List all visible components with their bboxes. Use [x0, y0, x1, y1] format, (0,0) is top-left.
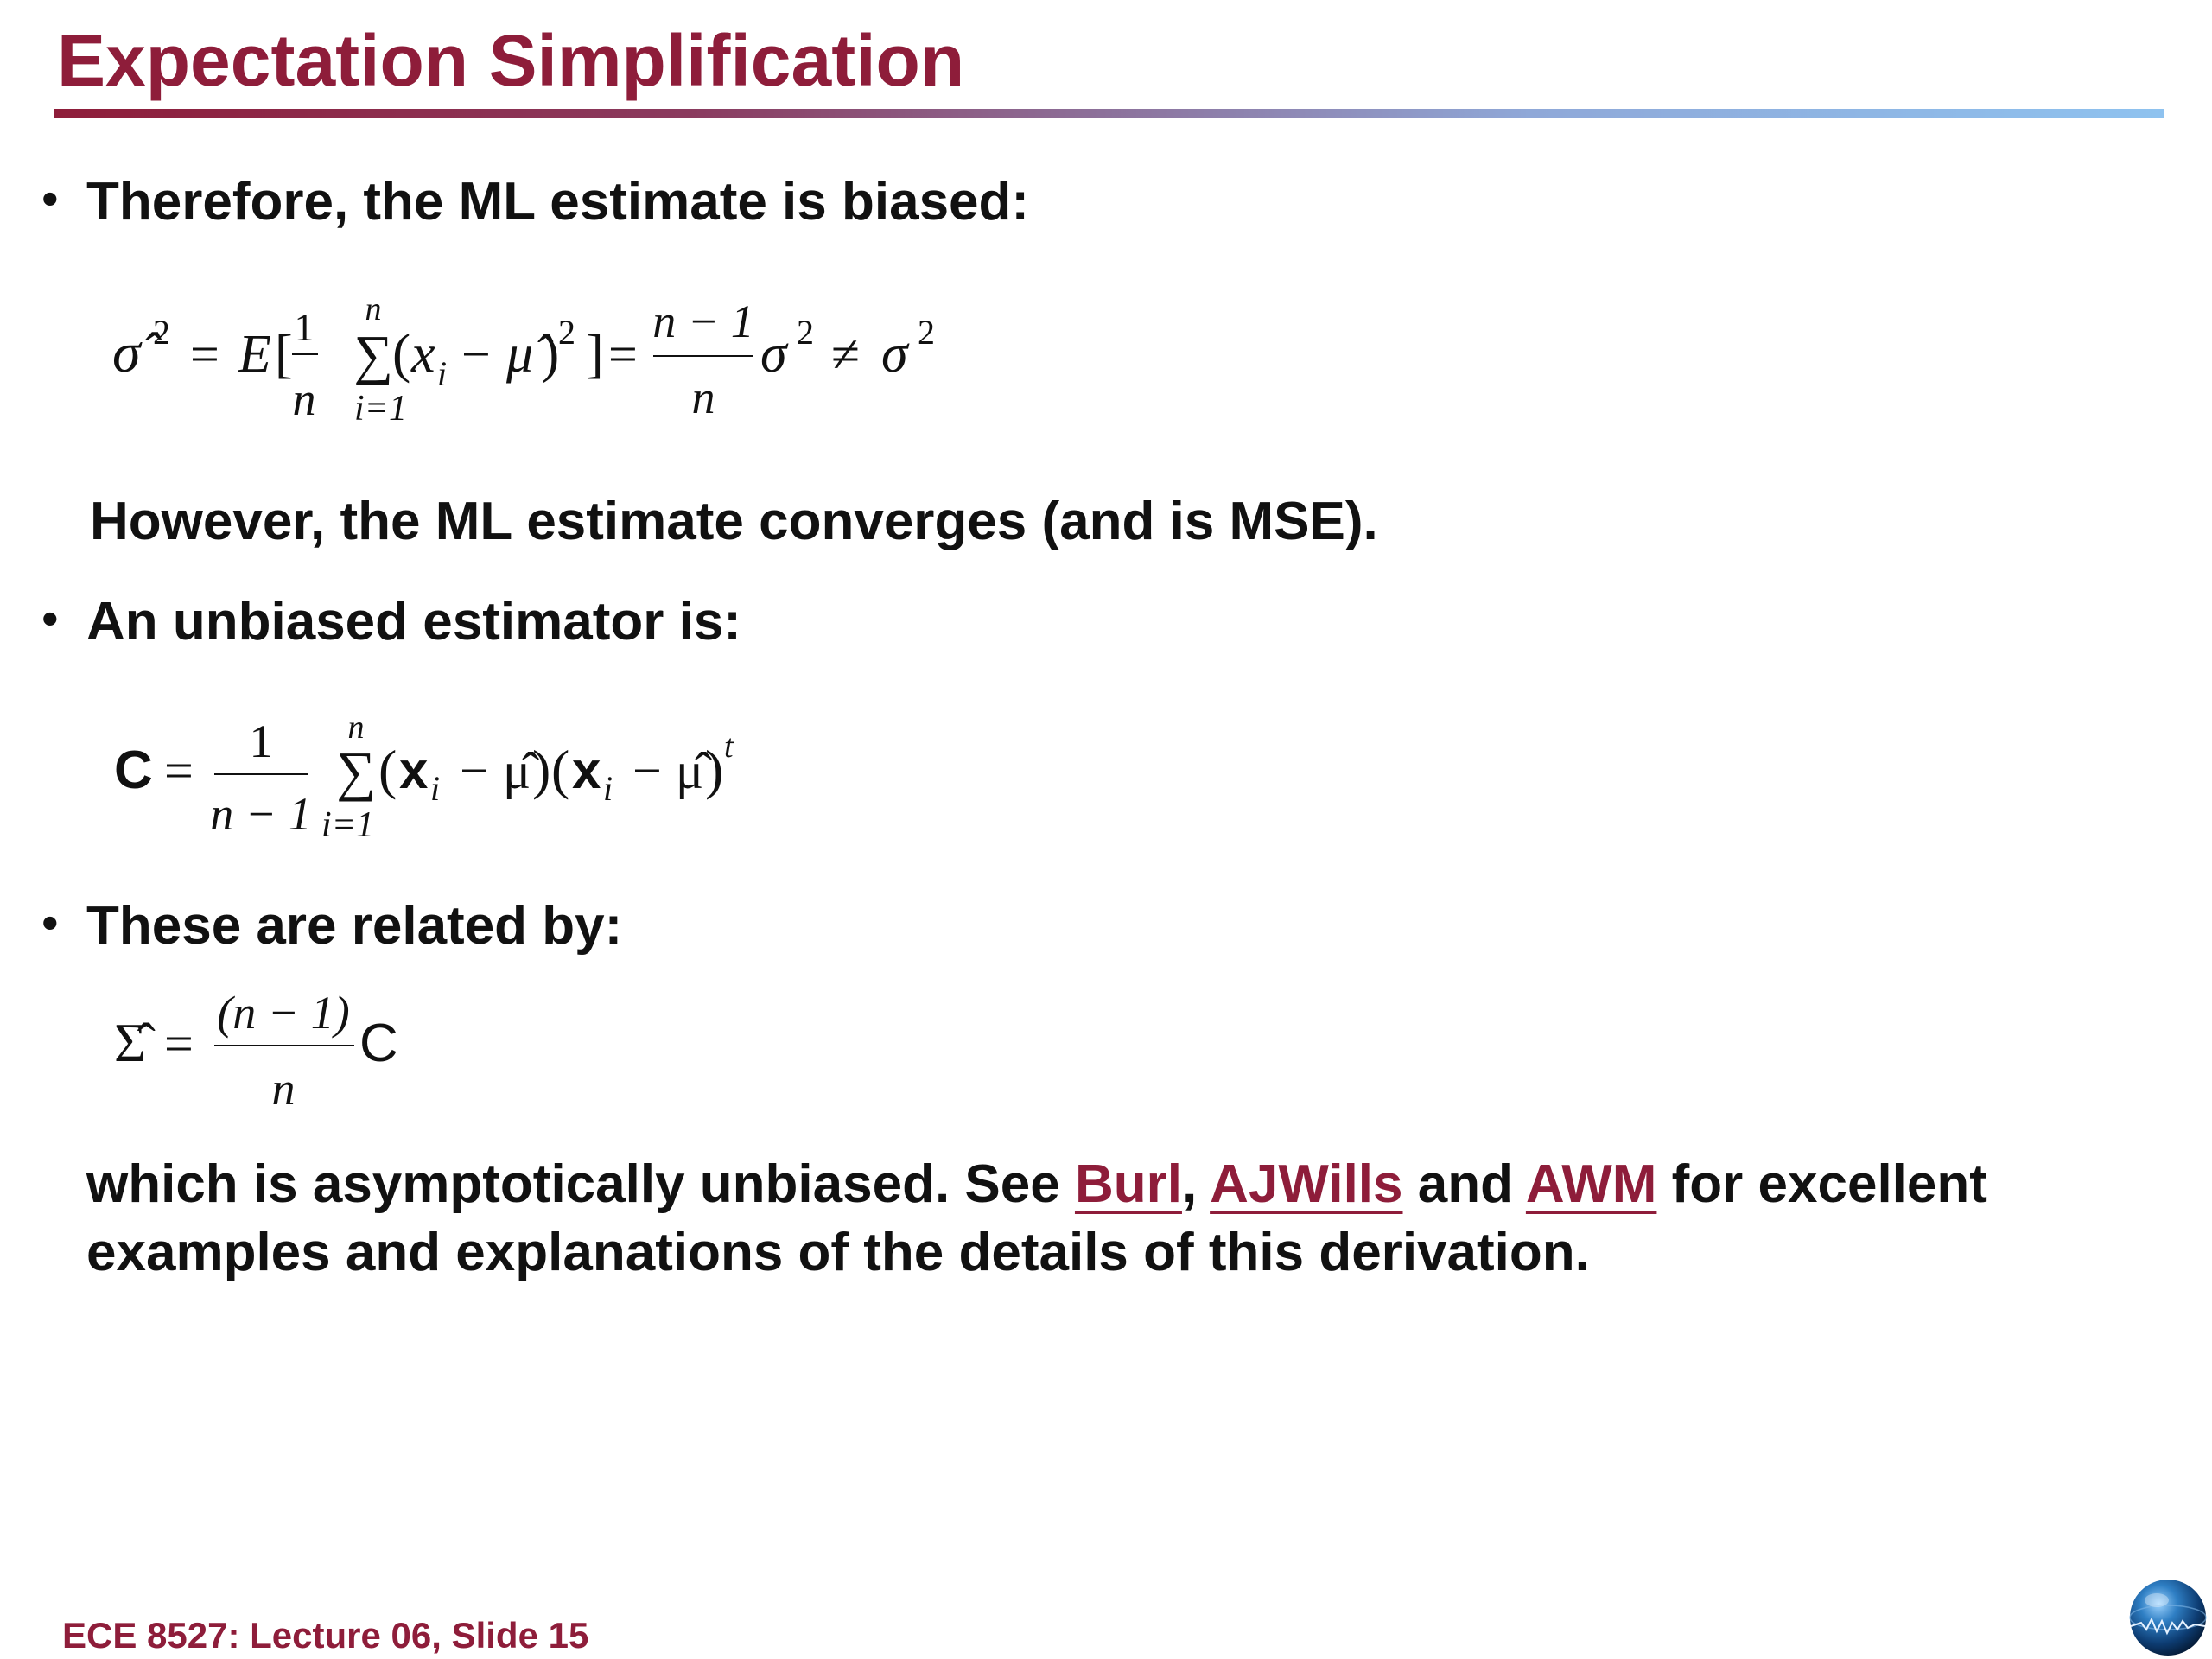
eq1-minus: − — [461, 326, 491, 383]
eq3-sigma-hat: Σ̂ — [114, 1012, 147, 1073]
eq1-frac-denominator: n — [292, 373, 316, 425]
eq1-x: x — [411, 325, 435, 384]
bullet-ml-biased — [41, 169, 1030, 235]
link-burl[interactable]: Burl — [1074, 1154, 1182, 1214]
eq1-right-paren: ) — [541, 322, 560, 384]
eq1-summation: ∑ — [353, 324, 393, 385]
eq1-left-bracket: [ — [275, 325, 293, 384]
bullet-unbiased-estimator-text: An unbiased estimator is: — [86, 592, 741, 652]
eq3-C: C — [359, 1014, 398, 1073]
eq2-summation: ∑ — [336, 741, 376, 802]
eq1-sigma-exponent: 2 — [797, 313, 814, 352]
eq1-ratio-numerator: n − 1 — [652, 296, 754, 347]
eq2-sum-lower: i=1 — [321, 805, 375, 845]
eq2-mu-hat-2: μ̂ — [676, 742, 704, 799]
eq1-sigma-hat: σ̂ — [112, 321, 141, 385]
eq2-x-1-subscript: i — [430, 769, 441, 808]
eq2-C: C — [114, 741, 153, 800]
slide-footer: ECE 8527: Lecture 06, Slide 15 — [62, 1615, 589, 1656]
eq2-frac-numerator: 1 — [249, 715, 273, 767]
eq2-sum-upper: n — [347, 709, 365, 746]
link-ajwills[interactable]: AJWills — [1210, 1154, 1403, 1214]
eq1-sigma-true: σ — [881, 325, 908, 384]
title-underline — [54, 109, 2164, 118]
eq1-paren-exponent: 2 — [558, 313, 575, 352]
eq2-mu-hat-1: μ̂ — [503, 742, 531, 799]
eq1-x-subscript: i — [437, 354, 448, 393]
eq2-equals: = — [164, 742, 194, 799]
eq2-left-paren-2: ( — [551, 739, 570, 800]
equation-unbiased-covariance — [104, 705, 812, 861]
eq2-x-1: x — [399, 741, 429, 799]
eq1-exponent: 2 — [153, 313, 170, 352]
bullet-related-by — [41, 893, 623, 959]
eq2-right-paren-2: ) — [705, 739, 724, 800]
eq1-left-paren: ( — [392, 322, 411, 384]
eq3-equals: = — [164, 1015, 194, 1072]
eq1-sum-upper: n — [365, 291, 382, 327]
bullet-related-by-text: These are related by: — [86, 896, 623, 956]
bullet-ml-biased-text: Therefore, the ML estimate is biased: — [86, 172, 1030, 232]
bullet-unbiased-estimator — [41, 589, 741, 655]
eq1-sigma: σ — [760, 325, 787, 384]
eq1-equals-2: = — [608, 326, 638, 383]
eq1-not-equal: ≠ — [831, 326, 860, 383]
equation-ml-variance-expectation — [104, 285, 968, 441]
para-sep-1: , — [1181, 1154, 1211, 1214]
closing-paragraph — [86, 1151, 2143, 1287]
para-sep-2: and — [1402, 1154, 1526, 1214]
eq1-mu-hat: μ̂ — [506, 325, 534, 384]
eq2-x-2-subscript: i — [603, 769, 613, 808]
globe-logo-icon — [2126, 1578, 2210, 1657]
eq1-ratio-denominator: n — [691, 372, 715, 423]
link-awm[interactable]: AWM — [1525, 1154, 1657, 1214]
eq2-x-2: x — [572, 741, 601, 799]
eq1-frac-numerator: 1 — [294, 305, 315, 349]
equation-relation — [104, 978, 449, 1116]
bullet-dot: • — [41, 895, 59, 950]
eq2-left-paren-1: ( — [378, 739, 397, 800]
eq1-expectation-E: E — [238, 325, 271, 384]
bullet-dot: • — [41, 591, 59, 645]
para-text-before: which is asymptotically unbiased. See — [86, 1154, 1075, 1214]
para-text-after: for excellent examples and explanations of the details of this derivation. — [86, 1154, 1987, 1282]
eq2-frac-denominator: n − 1 — [210, 788, 312, 840]
eq2-minus-1: − — [460, 742, 489, 799]
eq2-transpose: t — [724, 728, 734, 765]
note-ml-converges: However, the ML estimate converges (and is MSE). — [90, 492, 1378, 551]
eq1-equals: = — [190, 326, 219, 383]
eq3-frac-numerator: (n − 1) — [217, 987, 350, 1039]
slide-title: Expectation Simplification — [57, 20, 965, 101]
eq1-sum-lower: i=1 — [354, 389, 408, 429]
eq3-frac-denominator: n — [271, 1063, 296, 1115]
eq2-minus-2: − — [632, 742, 662, 799]
eq2-right-paren-1: ) — [532, 739, 551, 800]
bullet-dot: • — [41, 171, 59, 226]
eq1-sigma-true-exponent: 2 — [918, 313, 935, 352]
eq1-right-bracket: ] — [586, 325, 604, 384]
